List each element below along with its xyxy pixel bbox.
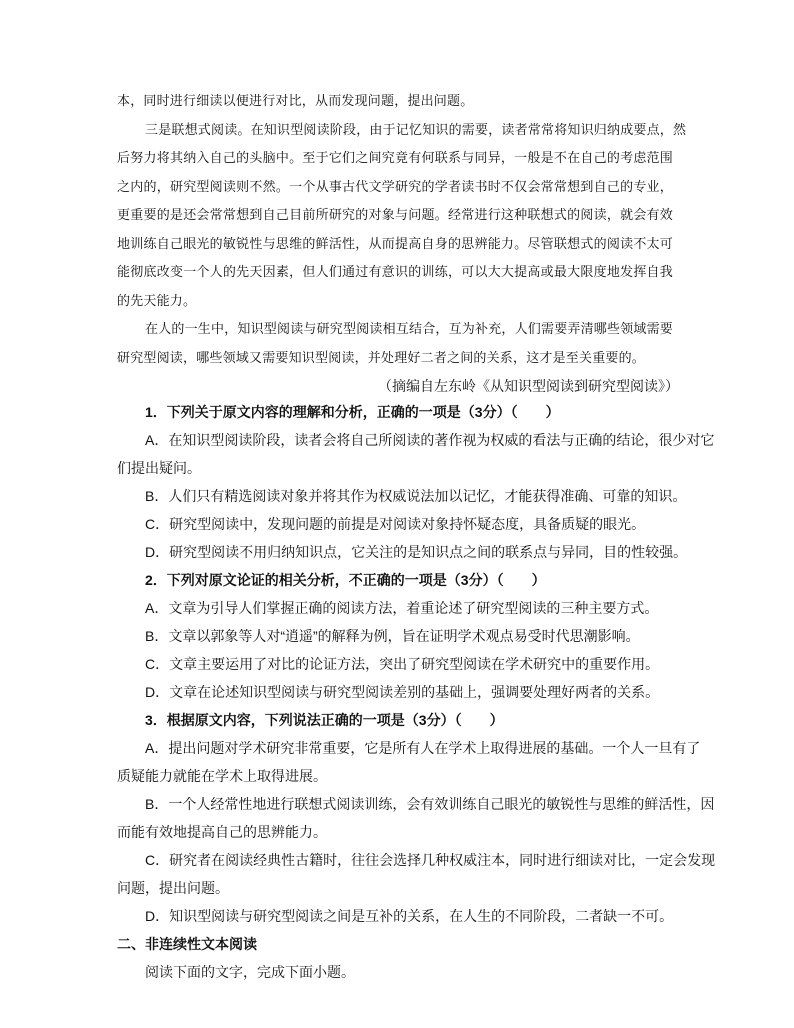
question-1-option-c: C．研究型阅读中，发现问题的前提是对阅读对象持怀疑态度，具备质疑的眼光。 [145,516,646,532]
question-1-option-a: A．在知识型阅读阶段，读者会将自己所阅读的著作视为权威的看法与正确的结论，很少对它 [145,432,715,448]
question-3-option-c-cont: 问题，提出问题。 [117,880,229,896]
passage-line-1: 本，同时进行细读以便进行对比，从而发现问题，提出问题。 [117,94,474,109]
passage-line-6: 地训练自己眼光的敏锐性与思维的鲜活性，从而提高自身的思辨能力。尽管联想式的阅读不太可 [117,237,673,252]
question-3-option-b-cont: 而能有效地提高自己的思辨能力。 [117,824,327,840]
question-3-option-c: C．研究者在阅读经典性古籍时，往往会选择几种权威注本，同时进行细读对比，一定会发现 [145,852,716,868]
question-2-option-b: B．文章以郭象等人对“逍遥”的解释为例，旨在证明学术观点易受时代思潮影响。 [145,628,640,644]
question-2-title: 2．下列对原文论证的相关分析，不正确的一项是（3分）（ ） [145,572,546,588]
passage-line-2: 三是联想式阅读。在知识型阅读阶段，由于记忆知识的需要，读者常常将知识归纳成要点，然 [145,123,687,138]
question-3-title: 3．根据原文内容，下列说法正确的一项是（3分）（ ） [145,712,504,728]
passage-line-5: 更重要的是还会常常想到自己目前所研究的对象与问题。经常进行这种联想式的阅读，就会有效 [117,208,673,223]
passage-line-4: 之内的，研究型阅读则不然。一个从事古代文学研究的学者读书时不仅会常常想到自己的专业， [117,180,673,195]
question-1-option-a-cont: 们提出疑问。 [117,460,201,476]
passage-line-3: 后努力将其纳入自己的头脑中。至于它们之间究竟有何联系与同异，一般是不在自己的考虑范围 [117,151,673,166]
passage-source: （摘编自左东岭《从知识型阅读到研究型阅读》） [378,378,679,394]
question-1-title: 1．下列关于原文内容的理解和分析，正确的一项是（3分）（ ） [145,404,560,420]
question-2-option-a: A．文章为引导人们掌握正确的阅读方法，着重论述了研究型阅读的三种主要方式。 [145,600,659,616]
passage-line-9: 在人的一生中，知识型阅读与研究型阅读相互结合，互为补充，人们需要弄清哪些领域需要 [145,322,674,337]
question-3-option-a: A．提出问题对学术研究非常重要，它是所有人在学术上取得进展的基础。一个人一旦有了 [145,740,701,756]
question-2-option-d: D．文章在论述知识型阅读与研究型阅读差别的基础上，强调要处理好两者的关系。 [145,684,660,700]
question-3-option-b: B．一个人经常性地进行联想式阅读训练，会有效训练自己眼光的敏锐性与思维的鲜活性，因 [145,796,715,812]
passage-line-10: 研究型阅读，哪些领域又需要知识型阅读，并处理好二者之间的关系，这才是至关重要的。 [117,351,646,366]
section-2-instruction: 阅读下面的文字，完成下面小题。 [145,964,355,980]
passage-line-7: 能彻底改变一个人的先天因素，但人们通过有意识的训练，可以大大提高或最大限度地发挥自我 [117,265,673,280]
question-2-option-c: C．文章主要运用了对比的论证方法，突出了研究型阅读在学术研究中的重要作用。 [145,656,660,672]
section-2-heading: 二、非连续性文本阅读 [117,936,257,952]
passage-line-8: 的先天能力。 [117,294,197,309]
question-3-option-d: D．知识型阅读与研究型阅读之间是互补的关系，在人生的不同阶段，二者缺一不可。 [145,908,674,924]
question-1-option-d: D．研究型阅读不用归纳知识点，它关注的是知识点之间的联系点与异同，目的性较强。 [145,544,688,560]
question-3-option-a-cont: 质疑能力就能在学术上取得进展。 [117,768,327,784]
question-1-option-b: B．人们只有精选阅读对象并将其作为权威说法加以记忆，才能获得准确、可靠的知识。 [145,488,687,504]
